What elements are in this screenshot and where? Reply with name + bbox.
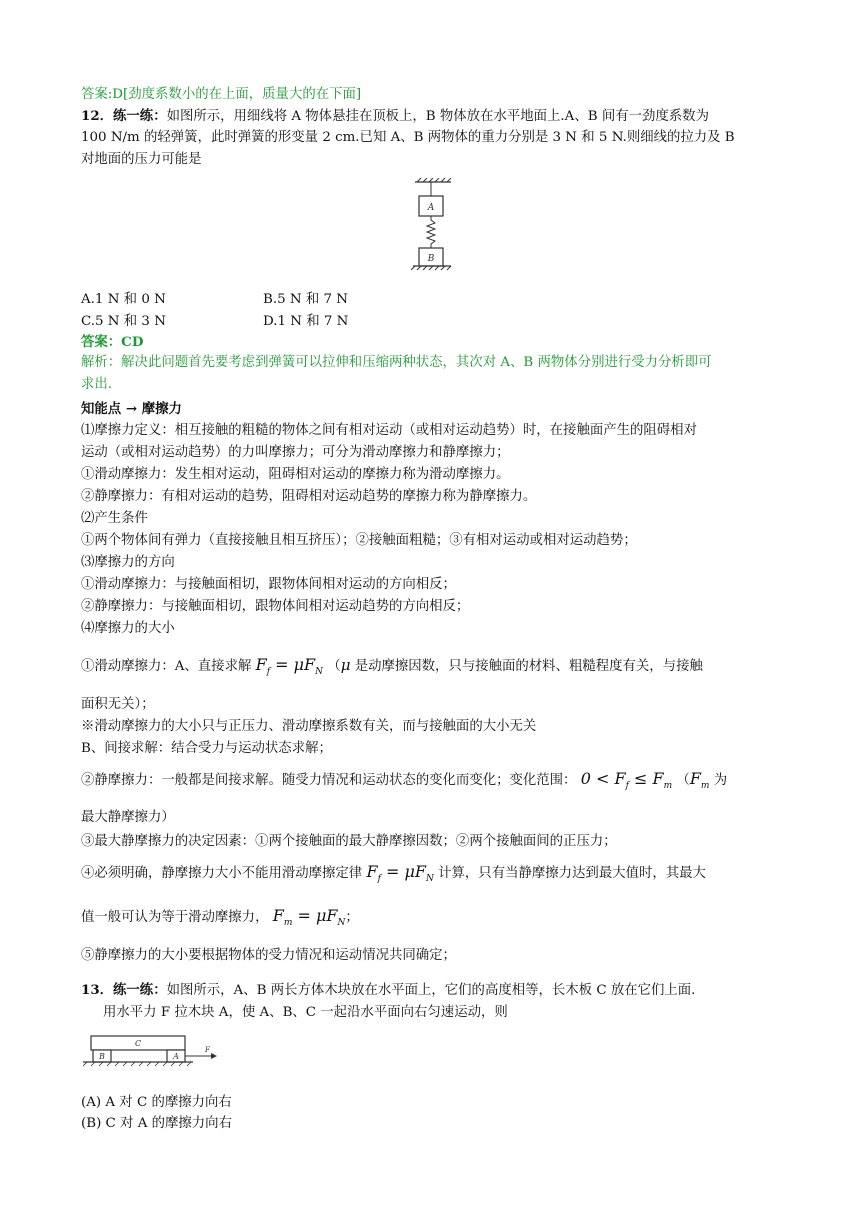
static-friction-cont: 最大静摩擦力） [81,810,175,825]
sliding-friction-line: ①滑动摩擦力：A、直接求解 $F_f = \mu F_N$ （μ 是动摩擦因数，只与接触面的材料、粗糙程度有关，与接触 [81,655,703,678]
knowledge-line: ②静摩擦力：有相对运动的趋势，阻碍相对运动趋势的摩擦力称为静摩擦力。 [81,489,537,504]
formula-fm-mu-fn: $F_m = \mu F_N$ [272,906,346,929]
static-note-line: ④必须明确，静摩擦力大小不能用滑动摩擦定律 $F_f = \mu F_N$ 计算，只有当静摩擦力达到最大值时，其最大 [81,862,706,885]
knowledge-line: ⑵产生条件 [81,511,148,526]
knowledge-line: 运动（或相对运动趋势）的力叫摩擦力；可分为滑动摩擦力和静摩擦力； [81,445,510,460]
knowledge-line: ⑷摩擦力的大小 [81,621,175,636]
q13-line1 [81,980,695,1001]
q12-option-d: D.1 N 和 7 N [263,314,349,329]
knowledge-line: ⑶摩擦力的方向 [81,555,175,570]
q12-label: 练一练： [113,108,167,124]
q13-option-b: (B) C 对 A 的摩擦力向右 [81,1116,232,1131]
block-a-label: A [427,203,435,213]
knowledge-line: ①滑动摩擦力：发生相对运动，阻碍相对运动的摩擦力称为滑动摩擦力。 [81,467,510,482]
block-a13-label: A [173,1052,179,1061]
max-static-factors: ③最大静摩擦力的决定因素：①两个接触面的最大静摩擦因数；②两个接触面间的正压力； [81,834,617,849]
static-size-note: ⑤静摩擦力的大小要根据物体的受力情况和运动情况共同确定； [81,948,456,963]
q13-option-a: (A) A 对 C 的摩擦力向右 [81,1095,232,1110]
q12-option-b: B.5 N 和 7 N [263,292,348,307]
q12-analysis-1: 解析：解决此问题首先要考虑到弹簧可以拉伸和压缩两种状态，其次对 A、B 两物体分别进行受力分析即可 [81,355,712,370]
answer-11: 答案:D[劲度系数小的在上面，质量大的在下面] [81,87,362,102]
mu-symbol: μ [340,656,351,674]
sliding-friction-cont: 面积无关）； [81,697,155,712]
block-b13-label: B [99,1052,105,1061]
sliding-friction-note: ※滑动摩擦力的大小只与正压力、滑动摩擦系数有关，而与接触面的大小无关 [81,719,537,734]
q13-label: 练一练： [113,982,167,998]
formula-static-range: $0 < F_f \le F_m$ [580,769,673,792]
q13-number: 13． [81,982,114,998]
knowledge-heading: 知能点 → 摩擦力 [81,401,182,417]
formula-ff-mu-fn: $F_f = \mu F_N$ [255,655,324,678]
q12-line1 [81,106,709,127]
q12-line2: 100 N/m 的轻弹簧，此时弹簧的形变量 2 cm.已知 A、B 两物体的重力分别是 3 N 和 5 N.则细线的拉力及 B [81,130,735,145]
q12-option-a: A.1 N 和 0 N [81,292,166,307]
q13-line2: 用水平力 F 拉木块 A，使 A、B、C 一起沿水平面向右匀速运动，则 [103,1005,508,1020]
q12-answer: 答案：CD [81,334,144,350]
spring-figure [411,178,471,276]
q12-line3: 对地面的压力可能是 [81,152,202,167]
q13-text1: 如图所示，A、B 两长方体木块放在水平面上，它们的高度相等，长木板 C 放在它们上面. [166,983,696,998]
block-b-label: B [427,254,435,264]
knowledge-line: ①滑动摩擦力：与接触面相切，跟物体间相对运动的方向相反； [81,577,456,592]
q12-option-c: C.5 N 和 3 N [81,314,166,329]
blocks-figure [83,1034,223,1070]
static-friction-line: ②静摩擦力：一般都是间接求解。随受力情况和运动状态的变化而变化；变化范围： $0 < F_f \le F_m$ （$F_m$ 为 [81,769,728,792]
board-c-label: C [134,1039,142,1048]
sliding-friction-indirect: B、间接求解：结合受力与运动状态求解； [81,741,332,756]
knowledge-line: ①两个物体间有弹力（直接接触且相互挤压）；②接触面粗糙；③有相对运动或相对运动趋势； [81,533,637,548]
force-f-label: F [205,1046,210,1054]
static-note-cont: 值一般可认为等于滑动摩擦力， $F_m = \mu F_N$； [81,906,359,929]
q12-analysis-2: 求出. [81,377,113,392]
q12-text1: 如图所示，用细线将 A 物体悬挂在顶板上，B 物体放在水平地面上.A、B 间有一劲度系数为 [166,109,709,124]
q12-number: 12． [81,108,114,124]
knowledge-line: ⑴摩擦力定义：相互接触的粗糙的物体之间有相对运动（或相对运动趋势）时，在接触面产生的阻碍相对 [81,423,697,438]
knowledge-line: ②静摩擦力：与接触面相切，跟物体间相对运动趋势的方向相反； [81,599,470,614]
formula-ff-mu-fn-2: $F_f = \mu F_N$ [366,862,434,885]
fm-symbol: $F_m$ [689,769,710,792]
